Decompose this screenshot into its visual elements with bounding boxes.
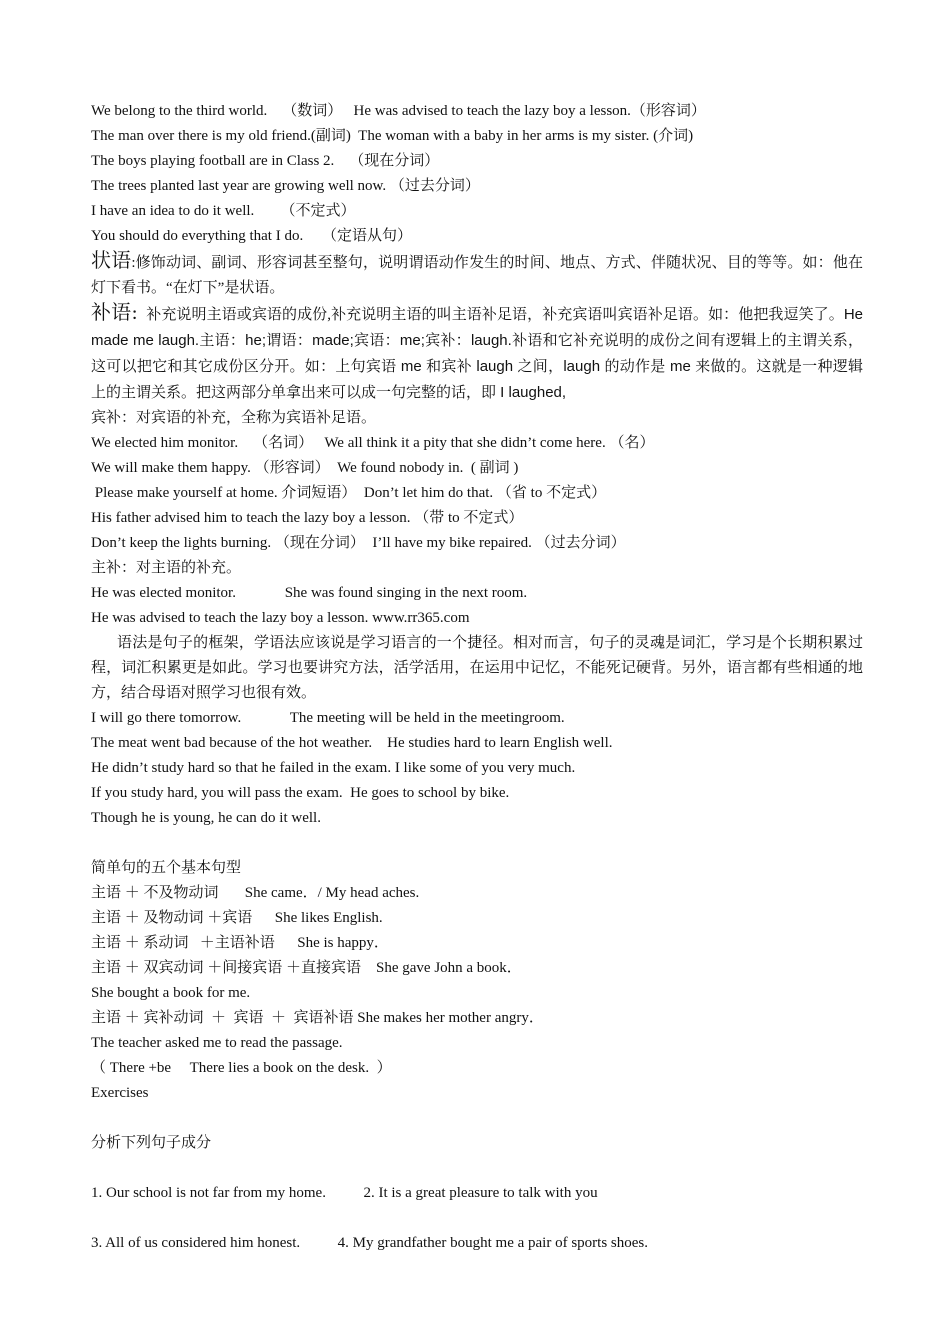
text-line: Don’t keep the lights burning. （现在分词） I’ll have my bike repaired. （过去分词） — [91, 535, 626, 551]
pattern-line: She bought a book for me. — [91, 985, 251, 1001]
text-line: He was advised to teach the lazy boy a lesson. www.rr365.com — [91, 610, 470, 626]
exercises-heading: Exercises — [91, 1085, 149, 1101]
adverbial-text: :修饰动词、副词、形容词甚至整句，说明谓语动作发生的时间、地点、方式、伴随状况、目的等等。如：他在灯下看书。“在灯下”是状语。 — [91, 255, 863, 296]
exercise-title: 分析下列句子成分 — [91, 1135, 212, 1151]
pattern-line: （ There +be There lies a book on the desk. ） — [91, 1060, 392, 1076]
pattern-line: 主语 ＋ 双宾动词 ＋间接宾语 ＋直接宾语 She gave John a book． — [91, 960, 522, 976]
text-line: The man over there is my old friend.(副词) The woman with a baby in her arms is my sister. (介词) — [91, 128, 694, 144]
text-line: Though he is young, he can do it well. — [91, 810, 321, 826]
complement-colon: ： — [131, 307, 147, 323]
complement-text-b: He made me laugh.主语：he;谓语：made;宾语：me;宾补：laugh.补语和它补充说明的成份之间有逻辑上的主谓关系，这可以把它和其它成份区分开。如：上句宾语 me 和宾补 laugh 之间，laugh 的动作是 me 来做的。这就是一种逻辑上的主谓关系。把这两部分单拿出来可以成一句完整的话，即 I laughed, — [91, 306, 863, 401]
text-line: 主补：对主语的补充。 — [91, 560, 242, 576]
pattern-line: 主语 ＋ 不及物动词 She came．/ My head aches. — [91, 885, 420, 901]
complement-paragraph — [91, 301, 863, 406]
pattern-line: 主语 ＋ 系动词 ＋主语补语 She is happy． — [91, 935, 389, 951]
text-line: You should do everything that I do. （定语从句） — [91, 228, 412, 244]
pattern-line: The teacher asked me to read the passage. — [91, 1035, 343, 1051]
adverbial-heading: 状语 — [91, 250, 132, 272]
text-line: He was elected monitor. She was found singing in the next room. — [91, 585, 528, 601]
grammar-paragraph: 语法是句子的框架，学语法应该说是学习语言的一个捷径。相对而言，句子的灵魂是词汇，学习是个长期积累过程，词汇积累更是如此。学习也要讲究方法，活学活用，在运用中记忆，不能死记硬背。另外，语言都有些相通的地方，结合母语对照学习也很有效。 — [91, 635, 863, 701]
patterns-title: 简单句的五个基本句型 — [91, 860, 242, 876]
text-line: We will make them happy. （形容词） We found nobody in. ( 副词 ) — [91, 460, 519, 476]
blank-line — [91, 1206, 863, 1231]
text-line: His father advised him to teach the lazy boy a lesson. （带 to 不定式） — [91, 510, 524, 526]
exercise-line: 3. All of us considered him honest. 4. My grandfather bought me a pair of sports shoes. — [91, 1235, 648, 1251]
exercise-line: 1. Our school is not far from my home. 2. It is a great pleasure to talk with you — [91, 1185, 598, 1201]
blank-line — [91, 1106, 863, 1131]
complement-heading: 补语 — [91, 302, 132, 324]
blank-line — [91, 831, 863, 856]
text-line: The meat went bad because of the hot weather. He studies hard to learn English well. — [91, 735, 613, 751]
document-page — [91, 99, 863, 1256]
pattern-line: 主语 ＋ 宾补动词 ＋ 宾语 ＋ 宾语补语 She makes her mother angry． — [91, 1010, 544, 1026]
adverbial-paragraph — [91, 249, 863, 301]
text-line: The boys playing football are in Class 2. （现在分词） — [91, 153, 440, 169]
blank-line — [91, 1156, 863, 1181]
text-line: Please make yourself at home. 介词短语） Don’t let him do that. （省 to 不定式） — [91, 485, 607, 501]
text-line: If you study hard, you will pass the exam. He goes to school by bike. — [91, 785, 510, 801]
complement-text-a: 补充说明主语或宾语的成份,补充说明主语的叫主语补足语，补充宾语叫宾语补足语。如：他把我逗笑了。 — [146, 307, 844, 323]
text-line: The trees planted last year are growing well now. （过去分词） — [91, 178, 480, 194]
text-line: We elected him monitor. （名词） We all think it a pity that she didn’t come here. （名） — [91, 435, 655, 451]
text-line: I have an idea to do it well. （不定式） — [91, 203, 356, 219]
text-line: We belong to the third world. （数词） He was advised to teach the lazy boy a lesson.（形容词） — [91, 103, 706, 119]
pattern-line: 主语 ＋ 及物动词 ＋宾语 She likes English. — [91, 910, 383, 926]
text-line: He didn’t study hard so that he failed in the exam. I like some of you very much. — [91, 760, 576, 776]
text-line: 宾补：对宾语的补充，全称为宾语补足语。 — [91, 410, 377, 426]
text-line: I will go there tomorrow. The meeting will be held in the meetingroom. — [91, 710, 565, 726]
